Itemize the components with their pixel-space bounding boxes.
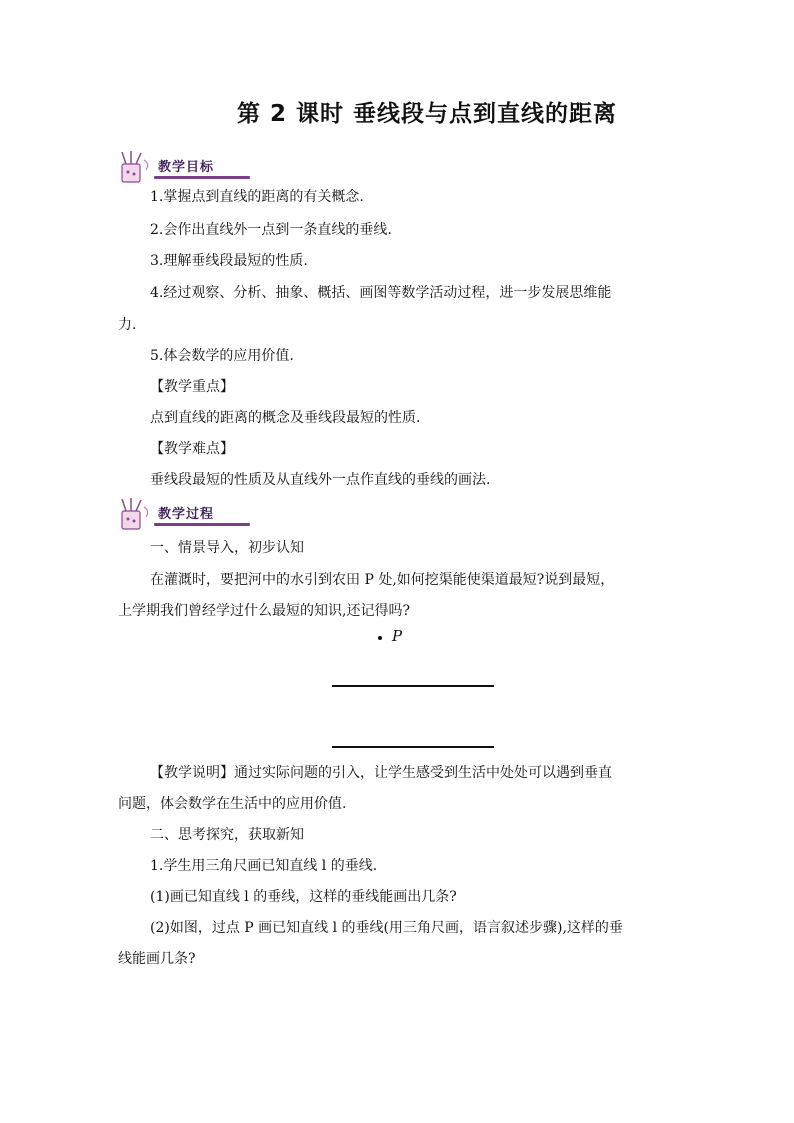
section-header-underline [154, 523, 250, 526]
part2-heading: 二、思考探究，获取新知 [150, 827, 304, 843]
river-line [332, 746, 494, 748]
difficulty-text: 垂线段最短的性质及从直线外一点作直线的垂线的画法. [150, 472, 491, 488]
section-header-process [116, 497, 246, 533]
objective-2: 2.会作出直线外一点到一条直线的垂线. [150, 222, 392, 238]
objective-4: 4.经过观察、分析、抽象、概括、画图等数学活动过程，进一步发展思维能 [150, 285, 612, 301]
pencil-cup-icon [116, 497, 158, 533]
river-line [332, 685, 494, 687]
item1-q1: (1)画已知直线 l 的垂线，这样的垂线能画出几条? [150, 889, 457, 905]
part1-text-line1: 在灌溉时，要把河中的水引到农田 P 处,如何挖渠能使渠道最短?说到最短， [150, 572, 615, 588]
part1-text-line2: 上学期我们曾经学过什么最短的知识,还记得吗? [118, 603, 410, 619]
objective-3: 3.理解垂线段最短的性质. [150, 253, 308, 269]
point-marker [378, 636, 382, 640]
item1-q2-line1: (2)如图，过点 P 画已知直线 l 的垂线(用三角尺画，语言叙述步骤),这样的垂 [150, 920, 623, 936]
item1-q2-line2: 线能画几条? [118, 951, 196, 967]
part1-heading: 一、情景导入，初步认知 [150, 540, 304, 556]
section-header-label: 教学目标 [158, 160, 215, 175]
section-header-underline [154, 176, 250, 179]
key-point-label: 【教学重点】 [150, 379, 234, 395]
item1: 1.学生用三角尺画已知直线 l 的垂线. [150, 858, 378, 874]
note-line2: 问题，体会数学在生活中的应用价值. [118, 796, 347, 812]
objective-1: 1.掌握点到直线的距离的有关概念. [150, 189, 364, 205]
pencil-cup-icon [116, 150, 158, 186]
section-header-label: 教学过程 [158, 507, 215, 522]
point-label: P [392, 627, 403, 645]
objective-5: 5.体会数学的应用价值. [150, 348, 294, 364]
section-header-objectives [116, 150, 246, 186]
difficulty-label: 【教学难点】 [150, 441, 234, 457]
key-point-text: 点到直线的距离的概念及垂线段最短的性质. [150, 410, 421, 426]
page-title: 第 2 课时 垂线段与点到直线的距离 [236, 101, 618, 127]
note-line1: 【教学说明】通过实际问题的引入，让学生感受到生活中处处可以遇到垂直 [150, 765, 612, 781]
objective-4-cont: 力. [118, 317, 137, 333]
